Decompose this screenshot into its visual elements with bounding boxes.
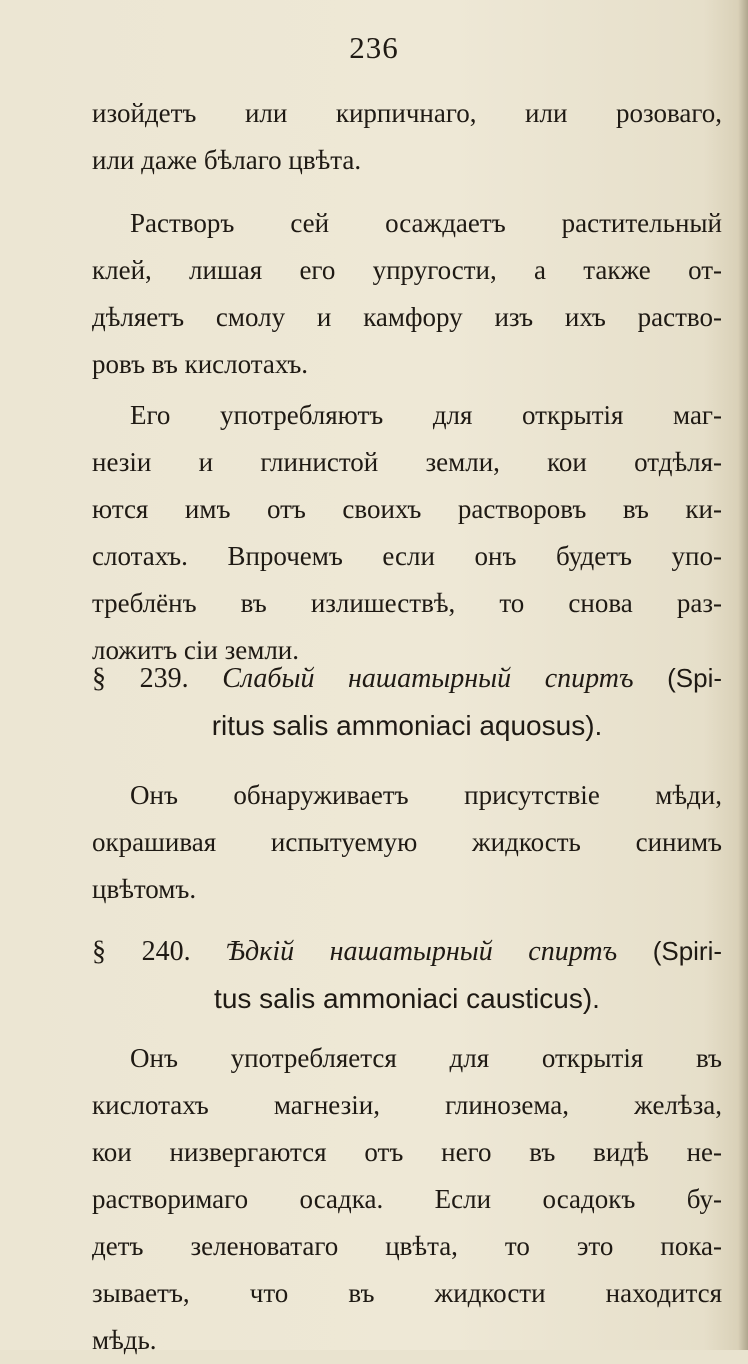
page-number: 236 xyxy=(349,30,399,65)
text-line: треблёнъ въ излишествѣ, то снова раз- xyxy=(92,588,722,618)
section-latin-name: (Spi- xyxy=(667,663,723,693)
text-line: Онъ употребляется для открытія въ xyxy=(130,1043,722,1073)
section-latin-name-cont: ritus salis ammoniaci aquosus). xyxy=(211,710,603,741)
text-line: зываетъ, что въ жидкости находится xyxy=(92,1278,722,1308)
heading-line xyxy=(92,655,722,702)
text-line: незіи и глинистой земли, кои отдѣля- xyxy=(92,447,722,477)
text-line: клей, лишая его упругости, а также от- xyxy=(92,255,722,285)
text-line: кои низвергаются отъ него въ видѣ не- xyxy=(92,1137,722,1167)
heading-line xyxy=(92,928,722,975)
text-line: цвѣтомъ. xyxy=(92,874,197,904)
paragraph xyxy=(92,772,722,913)
text-line: ются имъ отъ своихъ растворовъ въ ки- xyxy=(92,494,722,524)
section-latin-name-cont: tus salis ammoniaci causticus). xyxy=(214,983,600,1014)
text-line: Его употребляютъ для открытія маг- xyxy=(130,400,722,430)
text-line: растворимаго осадка. Если осадокъ бу- xyxy=(92,1184,722,1214)
section-heading xyxy=(92,655,722,749)
paragraph xyxy=(92,200,722,388)
paragraph xyxy=(92,1035,722,1364)
section-number: § 239. xyxy=(92,663,189,694)
text-line: ложитъ сіи земли. xyxy=(92,635,300,665)
section-heading xyxy=(92,928,722,1022)
text-line: дѣляетъ смолу и камфору изъ ихъ раство- xyxy=(92,302,722,332)
text-line: Онъ обнаруживаетъ присутствіе мѣди, xyxy=(130,780,722,810)
text-line: изойдетъ или кирпичнаго, или розоваго, xyxy=(92,98,722,128)
section-title: Слабый нашатырный спиртъ xyxy=(222,663,634,694)
text-line: детъ зеленоватаго цвѣта, то это пока- xyxy=(92,1231,722,1261)
section-title: Ѣдкій нашатырный спиртъ xyxy=(226,936,618,967)
text-line: Растворъ сей осаждаетъ растительный xyxy=(130,208,722,238)
text-line: ровъ въ кислотахъ. xyxy=(92,349,309,379)
page-edge-shadow xyxy=(738,0,748,1350)
section-number: § 240. xyxy=(92,936,191,967)
text-line: мѣдь. xyxy=(92,1325,157,1355)
paragraph xyxy=(92,392,722,674)
text-line: или даже бѣлаго цвѣта. xyxy=(92,145,362,175)
text-line: слотахъ. Впрочемъ если онъ будетъ упо- xyxy=(92,541,722,571)
text-line: кислотахъ магнезіи, глинозема, желѣза, xyxy=(92,1090,722,1120)
section-latin-name: (Spiri- xyxy=(652,936,723,966)
paragraph-continuation xyxy=(92,90,722,184)
text-line: окрашивая испытуемую жидкость синимъ xyxy=(92,827,722,857)
